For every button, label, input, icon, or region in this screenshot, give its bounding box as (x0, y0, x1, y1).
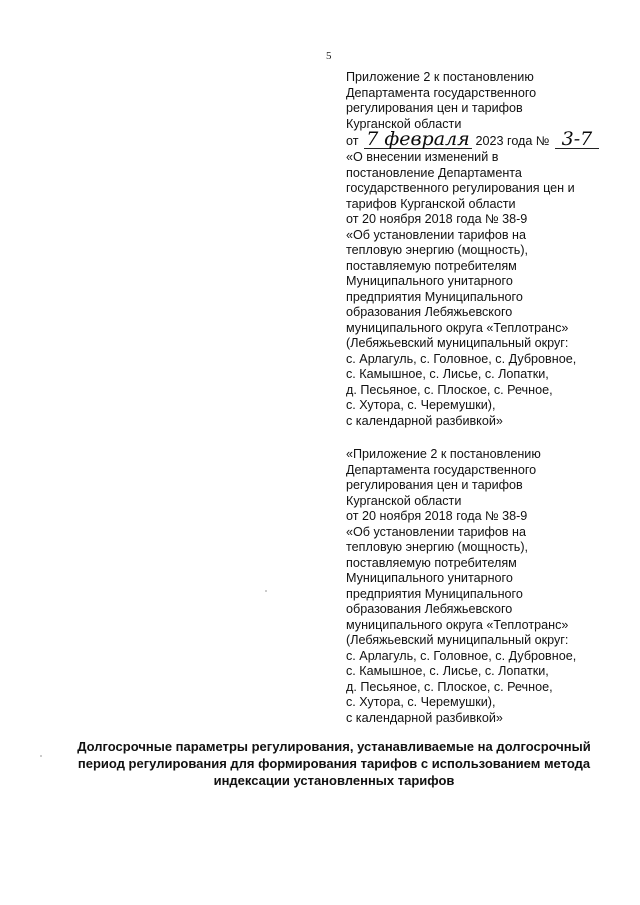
title-line: Долгосрочные параметры регулирования, устанавливаемые на долгосрочный (77, 739, 591, 754)
appendix-line: муниципального округа «Теплотранс» (346, 320, 569, 335)
appendix-line: «Об установлении тарифов на (346, 227, 527, 242)
title-line: индексации установленных тарифов (213, 773, 455, 788)
quoted-line: Департамента государственного (346, 462, 537, 477)
title-line: период регулирования для формирования тарифов с использованием метода (77, 756, 591, 771)
quoted-line: (Лебяжьевский муниципальный округ: (346, 633, 569, 647)
appendix-line: Муниципального унитарного (346, 274, 513, 288)
appendix-line: тепловую энергию (мощность), (346, 243, 529, 257)
appendix-line: с. Арлагуль, с. Головное, с. Дубровное, (346, 351, 577, 366)
appendix-line: с. Хутора, с. Черемушки), (346, 398, 496, 412)
appendix-block (346, 70, 632, 726)
appendix-line: поставляемую потребителям (346, 258, 517, 273)
date-middle: 2023 года № (475, 134, 550, 148)
quoted-line: с. Арлагуль, с. Головное, с. Дубровное, (346, 648, 577, 663)
scan-speck (40, 755, 42, 757)
appendix-line: Курганской области (346, 116, 462, 131)
quoted-line: муниципального округа «Теплотранс» (346, 617, 569, 632)
quoted-line: тепловую энергию (мощность), (346, 540, 529, 554)
page-number: 5 (326, 50, 332, 62)
quoted-line: поставляемую потребителям (346, 555, 517, 570)
scan-speck (265, 590, 267, 592)
appendix-line: государственного регулирования цен и (346, 181, 575, 195)
handwritten-date: 7 февраля (364, 130, 472, 149)
resolution-date-line (346, 130, 632, 150)
document-title (56, 738, 612, 789)
block-spacer (346, 429, 632, 447)
appendix-line: регулирования цен и тарифов (346, 101, 523, 115)
quoted-line: с календарной разбивкой» (346, 710, 503, 725)
appendix-line: предприятия Муниципального (346, 289, 523, 304)
appendix-line: тарифов Курганской области (346, 196, 516, 211)
appendix-line: постановление Департамента (346, 165, 522, 180)
appendix-line: Приложение 2 к постановлению (346, 70, 534, 84)
quoted-line: образования Лебяжьевского (346, 602, 513, 616)
quoted-line: Курганской области (346, 493, 462, 508)
quoted-line: с. Камышное, с. Лисье, с. Лопатки, (346, 664, 549, 678)
date-prefix: от (346, 134, 359, 148)
handwritten-number: 3-7 (555, 130, 599, 149)
quoted-line: «Об установлении тарифов на (346, 524, 527, 539)
quoted-line: Муниципального унитарного (346, 571, 513, 585)
quoted-line: предприятия Муниципального (346, 586, 523, 601)
appendix-line: образования Лебяжьевского (346, 305, 513, 319)
appendix-line: «О внесении изменений в (346, 150, 499, 164)
quoted-line: д. Песьяное, с. Плоское, с. Речное, (346, 679, 553, 694)
appendix-line: с календарной разбивкой» (346, 413, 503, 428)
appendix-line: д. Песьяное, с. Плоское, с. Речное, (346, 382, 553, 397)
quoted-line: с. Хутора, с. Черемушки), (346, 695, 496, 709)
quoted-line: от 20 ноября 2018 года № 38-9 (346, 509, 528, 523)
appendix-line: (Лебяжьевский муниципальный округ: (346, 336, 569, 350)
appendix-line: от 20 ноября 2018 года № 38-9 (346, 212, 528, 226)
appendix-line: Департамента государственного (346, 85, 537, 100)
quoted-line: регулирования цен и тарифов (346, 478, 523, 492)
appendix-line: с. Камышное, с. Лисье, с. Лопатки, (346, 367, 549, 381)
quoted-line: «Приложение 2 к постановлению (346, 447, 541, 461)
